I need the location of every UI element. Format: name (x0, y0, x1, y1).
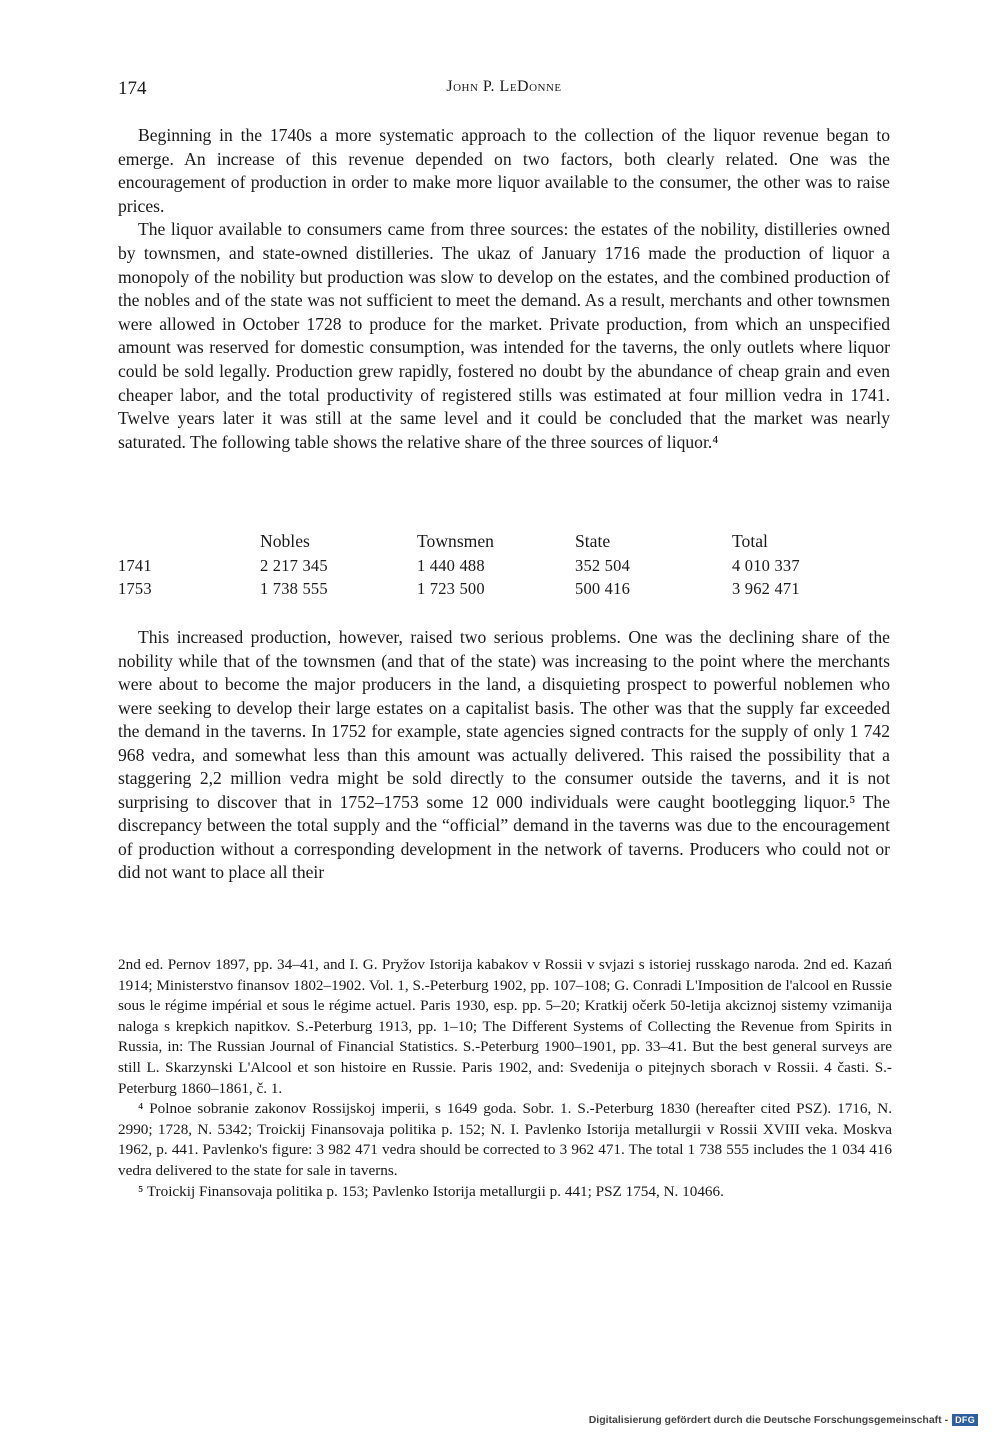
footnotes (118, 955, 892, 1202)
digitization-credit (589, 1414, 978, 1426)
table-header-row (118, 530, 890, 554)
body-text (118, 124, 890, 454)
table-header-cell: Total (732, 531, 768, 551)
page-header (118, 78, 890, 104)
paragraph-2: The liquor available to consumers came from three sources: the estates of the nobility, distilleries owned by townsmen, and state-owned distilleries. The ukaz of January 1716 made the production of liquor a monopoly of the nobility but production was slow to develop on the estates, and the combined production of the nobles and of the state was not sufficient to meet the demand. As a result, merchants and other townsmen were allowed in October 1728 to produce for the market. Private production, from which an unspecified amount was reserved for domestic consumption, was intended for the taverns, the only outlets where liquor could be sold legally. Production grew rapidly, fostered no doubt by the abundance of cheap grain and even cheaper labor, and the total productivity of registered stills was estimated at four million vedra in 1741. Twelve years later it was still at the same level and it could be concluded that the market was nearly saturated. The following table shows the relative share of the three sources of liquor.⁴ (118, 219, 890, 452)
table-header-cell: Nobles (260, 531, 310, 551)
table-cell: 352 504 (575, 555, 631, 575)
table-row (118, 554, 890, 578)
table-row (118, 577, 890, 601)
paragraph-3: This increased production, however, raised two serious problems. One was the declining share of the nobility while that of the townsmen (and that of the state) was increasing to the point where the merchants were about to become the major producers in the land, a disquieting prospect to powerful noblemen who were seeking to develop their large estates on a capitalist basis. The other was that the supply far exceeded the demand in the taverns. In 1752 for example, state agencies signed contracts for the supply of only 1 742 968 vedra, and somewhat less than this amount was actually delivered. This raised the possibility that a staggering 2,2 million vedra might be sold directly to the consumer outside the taverns, and it is not surprising to discover that in 1752–1753 some 12 000 individuals were caught bootlegging liquor.⁵ The discrepancy between the total supply and the “official” demand in the taverns was due to the encouragement of production without a corresponding development in the network of taverns. Producers who could not or did not want to place all their (118, 627, 890, 882)
table-cell: 1741 (118, 555, 152, 575)
credit-text: Digitalisierung gefördert durch die Deutsche Forschungsgemeinschaft - (588, 1414, 949, 1426)
paragraph-1: Beginning in the 1740s a more systematic approach to the collection of the liquor revenue began to emerge. An increase of this revenue depended on two factors, both clearly related. One was the encouragement of production in order to make more liquor available to the consumer, the other was to raise prices. (118, 125, 890, 216)
production-table (118, 530, 890, 601)
footnote-continued: 2nd ed. Pernov 1897, pp. 34–41, and I. G. Pryžov Istorija kabakov v Rossii v svjazi s istoriej russkago naroda. 2nd ed. Kazań 1914; Ministerstvo finansov 1802–1902. Vol. 1, S.-Peterburg 1902, pp. 107–108; G. Conradi L'Imposition de l'alcool en Russie sous le régime impérial et sous le régime actuel. Paris 1930, esp. pp. 5–20; Kratkij očerk 50-letija akciznoj sistemy vzimanija naloga s krepkich napitkov. S.-Peterburg 1913, pp. 1–10; The Different Systems of Collecting the Revenue from Spirits in Russia, in: The Russian Journal of Financial Statistics. S.-Peterburg 1900–1901, pp. 33–41. But the best general surveys are still L. Skarzynski L'Alcool et son histoire en Russie. Paris 1902, and: Svedenija o pitejnych sborach v Rossii. 4 časti. S.-Peterburg 1860–1861, č. 1. (118, 956, 892, 1097)
table-cell: 500 416 (575, 579, 631, 598)
table-cell: 4 010 337 (732, 555, 800, 575)
dfg-logo-icon: DFG (952, 1414, 978, 1426)
table-cell: 3 962 471 (732, 579, 800, 598)
table-header-cell: State (575, 531, 611, 551)
table-cell: 1 738 555 (260, 579, 328, 598)
running-head: John P. LeDonne (446, 78, 562, 95)
page-number: 174 (118, 78, 147, 99)
table-cell: 1 440 488 (417, 555, 485, 575)
table-cell: 1753 (118, 579, 152, 598)
table-header-cell: Townsmen (417, 531, 494, 551)
footnote-4: ⁴ Polnoe sobranie zakonov Rossijskoj imperii, s 1649 goda. Sobr. 1. S.-Peterburg 1830 (hereafter cited PSZ). 1716, N. 2990; 1728, N. 5342; Troickij Finansovaja politika p. 152; N. I. Pavlenko Istorija metallurgii v Rossii XVIII veka. Moskva 1962, p. 441. Pavlenko's figure: 3 982 471 vedra should be corrected to 3 962 471. The total 1 738 555 includes the 1 034 416 vedra delivered to the state for sale in taverns. (118, 1100, 892, 1179)
table-cell: 2 217 345 (260, 555, 328, 575)
table-cell: 1 723 500 (417, 579, 485, 598)
footnote-5: ⁵ Troickij Finansovaja politika p. 153; Pavlenko Istorija metallurgii p. 441; PSZ 1754, N. 10466. (138, 1182, 724, 1200)
body-text-continued (118, 626, 890, 885)
